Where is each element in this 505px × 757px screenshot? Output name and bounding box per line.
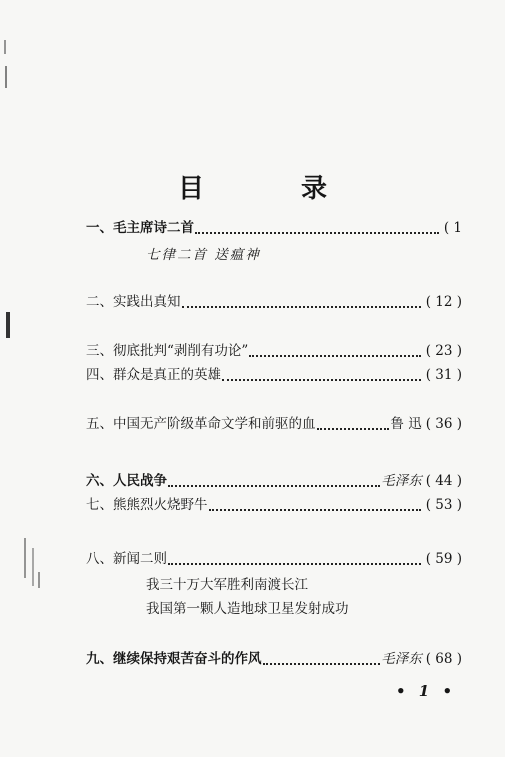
toc-entry-5[interactable] <box>86 415 462 433</box>
dot-leader <box>168 485 380 487</box>
page-title: 目 录 <box>177 174 372 204</box>
toc-entry-page: ( 53 ) <box>425 497 462 513</box>
toc-entry-1[interactable] <box>86 219 462 237</box>
toc-entry-title: 七、熊熊烈火烧野牛 <box>86 497 208 513</box>
toc-entry-title: 六、人民战争 <box>86 473 167 489</box>
toc-entry-page: ( 31 ) <box>425 367 462 383</box>
toc-entry-page: ( 23 ) <box>425 343 462 359</box>
scan-mark <box>24 538 26 578</box>
toc-entry-title: 九、继续保持艰苦奋斗的作风 <box>86 651 262 667</box>
page-number: • 1 • <box>396 682 457 700</box>
dot-leader <box>263 663 381 665</box>
dot-leader <box>317 428 390 430</box>
toc-entry-7[interactable] <box>86 496 462 514</box>
toc-subentry-1: 七律二首 送瘟神 <box>146 247 261 263</box>
toc-subentry-2: 我三十万大军胜利南渡长江 <box>146 577 308 593</box>
toc-entry-page: ( 44 ) <box>425 473 462 489</box>
toc-entry-page: ( 59 ) <box>425 551 462 567</box>
toc-entry-title: 五、中国无产阶级革命文学和前驱的血 <box>86 416 316 432</box>
toc-entry-author: 鲁 迅 <box>390 416 422 432</box>
dot-leader <box>195 232 439 234</box>
toc-entry-title: 二、实践出真知 <box>86 294 181 310</box>
toc-subentry-3: 我国第一颗人造地球卫星发射成功 <box>146 601 349 617</box>
toc-entry-page: ( 68 ) <box>425 651 462 667</box>
scan-mark <box>4 40 6 54</box>
scan-mark <box>6 312 10 338</box>
toc-entry-9[interactable] <box>86 650 462 668</box>
toc-entry-title: 四、群众是真正的英雄 <box>86 367 221 383</box>
scan-mark <box>32 548 34 586</box>
toc-entry-page: ( 1 <box>443 220 462 236</box>
toc-entry-title: 三、彻底批判“剥削有功论” <box>86 343 249 359</box>
dot-leader <box>168 563 421 565</box>
toc-entry-6[interactable] <box>86 472 462 490</box>
toc-entry-2[interactable] <box>86 293 462 311</box>
dot-leader <box>249 355 420 357</box>
scan-mark <box>5 66 7 88</box>
dot-leader <box>209 509 421 511</box>
dot-leader <box>222 379 421 381</box>
scan-mark <box>38 572 40 588</box>
toc-entry-page: ( 12 ) <box>425 294 462 310</box>
toc-entry-author: 毛泽东 <box>381 651 422 667</box>
toc-entry-page: ( 36 ) <box>425 416 462 432</box>
dot-leader <box>182 306 421 308</box>
toc-entry-title: 八、新闻二则 <box>86 551 167 567</box>
toc-entry-8[interactable] <box>86 550 462 568</box>
toc-entry-3[interactable] <box>86 342 462 360</box>
toc-entry-author: 毛泽东 <box>381 473 422 489</box>
toc-entry-title: 一、毛主席诗二首 <box>86 220 194 236</box>
toc-entry-4[interactable] <box>86 366 462 384</box>
